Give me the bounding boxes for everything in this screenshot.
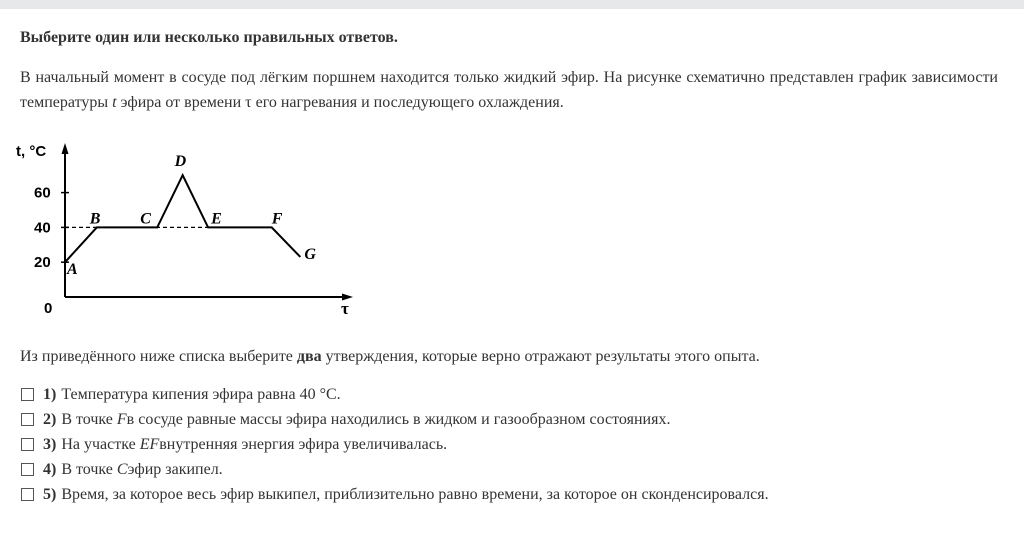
problem-part3: его нагревания и последующего охлаждения. (251, 94, 564, 111)
temperature-time-graph (10, 137, 360, 322)
option-number: 1) (43, 385, 57, 403)
point-label-E: E (211, 210, 222, 228)
answer-option-2[interactable] (21, 407, 769, 432)
y-axis-arrow (62, 143, 69, 154)
option-italic: C (116, 460, 128, 478)
answer-checkbox-3[interactable] (21, 438, 34, 451)
point-label-B: B (89, 210, 101, 228)
y-tick-label-60: 60 (34, 184, 51, 202)
option-number: 2) (43, 410, 57, 428)
option-text-post: эфир закипел. (127, 460, 223, 478)
option-number: 4) (43, 460, 57, 478)
var-tau: τ (245, 94, 252, 111)
instruction-text: Выберите один или несколько правильных ответов. (20, 29, 398, 46)
option-number: 3) (43, 435, 57, 453)
option-number: 5) (43, 485, 57, 503)
answer-option-3[interactable] (21, 432, 769, 457)
problem-part1: В начальный момент в сосуде под лёгким поршнем находится только жидкий эфир. На рисунке схематично представлен график зависимости температуры (20, 69, 998, 111)
point-label-F: F (271, 210, 283, 228)
answer-options (21, 382, 769, 507)
y-tick-label-40: 40 (34, 219, 51, 237)
point-label-D: D (174, 153, 187, 171)
option-text: На участке (61, 435, 136, 453)
option-text: Время, за которое весь эфир выкипел, приблизительно равно времени, за которое он сконденсировался. (61, 485, 769, 503)
point-label-G: G (304, 245, 316, 263)
answer-checkbox-1[interactable] (21, 388, 34, 401)
option-text-post: внутренняя энергия эфира увеличивалась. (159, 435, 448, 453)
answer-checkbox-5[interactable] (21, 488, 34, 501)
option-text: В точке (61, 460, 113, 478)
answer-checkbox-4[interactable] (21, 463, 34, 476)
y-tick-label-20: 20 (34, 254, 51, 272)
point-label-A: A (67, 261, 78, 279)
option-text: В точке (61, 410, 113, 428)
question-after: утверждения, которые верно отражают результаты этого опыта. (321, 348, 760, 365)
question-text (20, 348, 760, 366)
answer-option-5[interactable] (21, 482, 769, 507)
question-bold: два (296, 348, 322, 365)
problem-part2: эфира от времени (116, 94, 246, 111)
answer-checkbox-2[interactable] (21, 413, 34, 426)
point-label-C: C (140, 210, 151, 228)
graph-axes (62, 143, 354, 301)
option-italic: F (116, 410, 127, 428)
option-text-post: в сосуде равные массы эфира находились в жидком и газообразном состояниях. (126, 410, 671, 428)
y-axis-label: t, °C (16, 143, 47, 160)
problem-text (20, 65, 998, 115)
answer-option-4[interactable] (21, 457, 769, 482)
option-italic: EF (139, 435, 160, 453)
var-t: t (112, 94, 117, 111)
x-axis-label: τ (341, 299, 349, 318)
top-bar (0, 0, 1024, 9)
option-text: Температура кипения эфира равна 40 °C. (61, 385, 341, 403)
answer-option-1[interactable] (21, 382, 769, 407)
question-before: Из приведённого ниже списка выберите (20, 348, 297, 365)
origin-label: 0 (44, 300, 53, 317)
